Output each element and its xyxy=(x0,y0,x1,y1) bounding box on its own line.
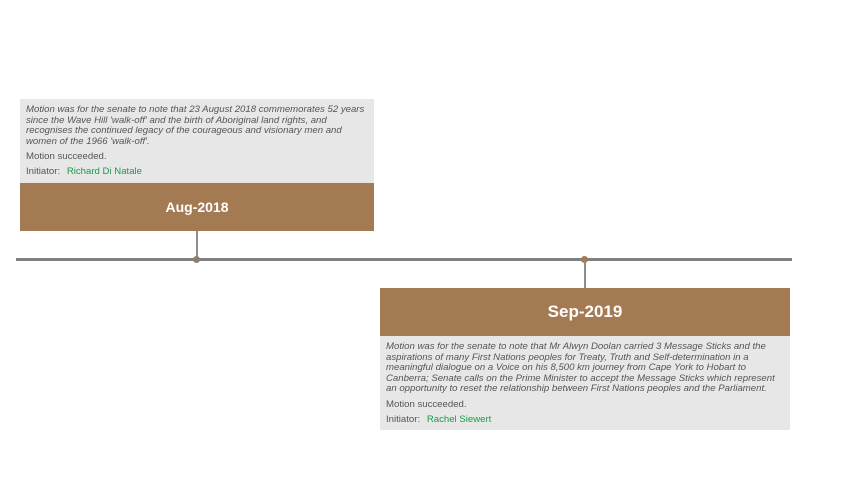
timeline-event-aug-2018 xyxy=(20,99,374,231)
initiator-label: Initiator: xyxy=(26,165,61,177)
event-connector xyxy=(584,261,586,288)
event-date: Sep-2019 xyxy=(547,302,623,321)
event-result: Motion succeeded. xyxy=(386,398,467,410)
event-connector xyxy=(196,231,198,259)
initiator-label: Initiator: xyxy=(386,413,421,425)
event-result: Motion succeeded. xyxy=(26,151,107,163)
event-details-panel xyxy=(380,336,790,430)
event-initiator xyxy=(26,167,368,178)
initiator-link[interactable]: Richard Di Natale xyxy=(66,165,142,177)
timeline-event-sep-2019 xyxy=(380,288,790,430)
initiator-link[interactable]: Rachel Siewert xyxy=(426,413,492,425)
timeline-axis xyxy=(16,258,792,261)
event-details-panel xyxy=(20,99,374,183)
event-description: Motion was for the senate to note that Mr Alwyn Doolan carried 3 Message Sticks and the aspirations of many First Nations peoples for Treaty, Truth and Self-determination in a meaningful dialogue on a Voice on his 8,500 km journey from Cape York to Hobart to Canberra; Senate calls on the Prime Minister to accept the Message Sticks which represent an opportunity to reset the relationship between First Nations peoples and the Parliament. xyxy=(386,341,775,395)
event-description: Motion was for the senate to note that 23 August 2018 commemorates 52 years since the Wave Hill 'walk-off' and the birth of Aboriginal land rights, and recognises the continued legacy of the courageous and visionary men and women of the 1966 'walk-off'. xyxy=(26,104,365,147)
event-date: Aug-2018 xyxy=(165,199,229,215)
event-date-bar xyxy=(20,183,374,231)
event-date-bar xyxy=(380,288,790,336)
event-initiator xyxy=(386,415,784,426)
